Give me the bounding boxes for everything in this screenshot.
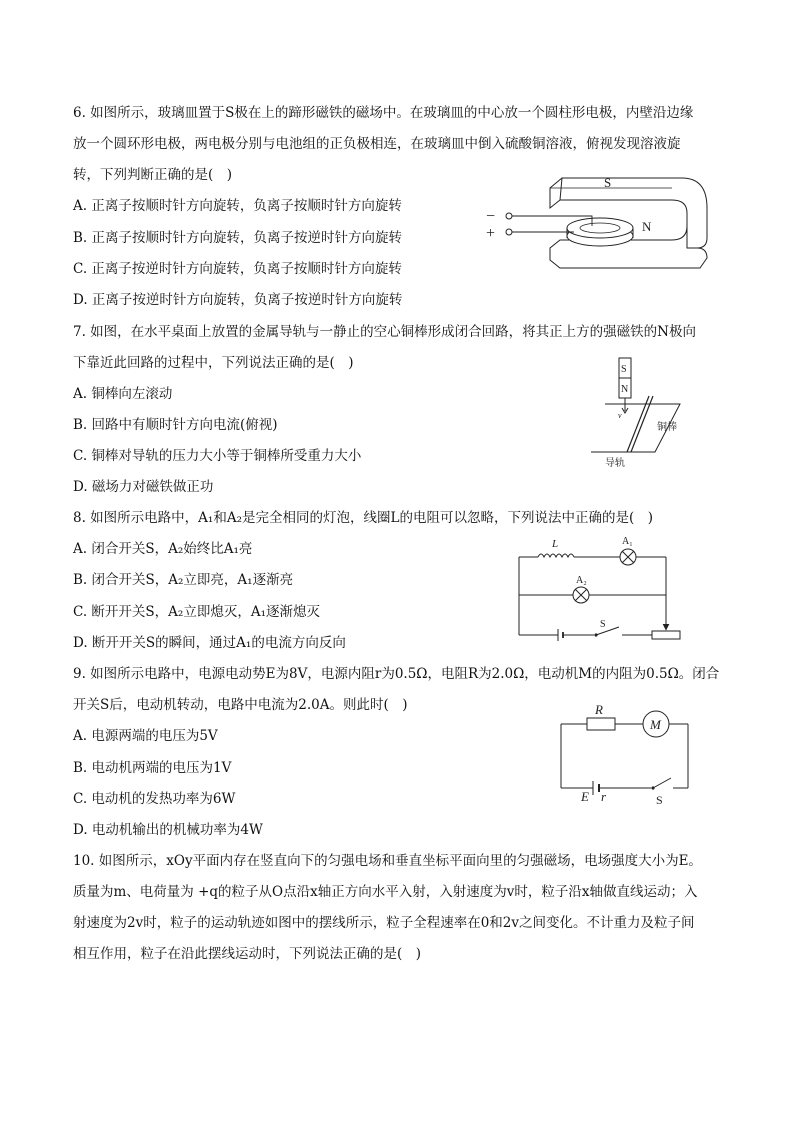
q9-option-a: A. 电源两端的电压为5V <box>73 728 218 744</box>
q6-stem-line-1: 6. 如图所示，玻璃皿置于S极在上的蹄形磁铁的磁场中。在玻璃皿的中心放一个圆柱形电极，内壁沿边缘 <box>73 105 694 121</box>
q6-n-pole-label: N <box>642 219 652 234</box>
q7-stem-line-1: 7. 如图，在水平桌面上放置的金属导轨与一静止的空心铜棒形成闭合回路，将其正上方的强磁铁的N极向 <box>73 324 696 340</box>
q8-option-d: D. 断开开关S的瞬间，通过A₁的电流方向反向 <box>73 635 346 651</box>
q9-internal-resistance-label: r <box>601 789 607 804</box>
q6-s-pole-label: S <box>604 175 612 190</box>
q10-stem-line-2: 质量为m、电荷量为 +q的粒子从O点沿x轴正方向水平入射，入射速度为v时，粒子沿x轴做直线运动；入 <box>73 884 698 900</box>
q9-option-b: B. 电动机两端的电压为1V <box>73 760 232 776</box>
q9-motor-label: M <box>650 717 661 732</box>
q6-option-b: B. 正离子按顺时针方向旋转，负离子按逆时针方向旋转 <box>73 230 403 246</box>
q9-stem-line-1: 9. 如图所示电路中，电源电动势E为8V，电源内阻r为0.5Ω，电阻R为2.0Ω，电动机M的内阻为0.5Ω。闭合 <box>73 666 720 682</box>
q10-stem-line-3: 射速度为2v时，粒子的运动轨迹如图中的摆线所示，粒子全程速率在0和2v之间变化。不计重力及粒子间 <box>73 915 695 931</box>
q7-option-a: A. 铜棒向左滚动 <box>73 386 173 402</box>
q7-option-d: D. 磁场力对磁铁做正功 <box>73 479 214 495</box>
q8-option-c: C. 断开开关S，A₂立即熄灭，A₁逐渐熄灭 <box>73 604 321 620</box>
q6-stem-line-3: 转，下列判断正确的是( ) <box>73 167 233 183</box>
q8-stem-line-1: 8. 如图所示电路中，A₁和A₂是完全相同的灯泡，线圈L的电阻可以忽略，下列说法中正确的是( ) <box>73 510 653 526</box>
q7-velocity-label: v <box>618 411 622 420</box>
q7-magnet-n-label: N <box>621 384 629 395</box>
q8-option-b: B. 闭合开关S，A₂立即亮，A₁逐渐亮 <box>73 572 294 588</box>
q9-resistor-label: R <box>595 702 603 717</box>
q6-figure-magnet <box>482 168 714 278</box>
q6-plus-label: + <box>486 225 496 242</box>
q6-option-c: C. 正离子按逆时针方向旋转，负离子按顺时针方向旋转 <box>73 261 402 277</box>
q6-minus-label: − <box>486 208 496 225</box>
q6-stem-line-2: 放一个圆环形电极，两电极分别与电池组的正负极相连，在玻璃皿中倒入硫酸铜溶液，俯视发现溶液旋 <box>73 136 681 152</box>
q9-option-c: C. 电动机的发热功率为6W <box>73 791 236 807</box>
q6-option-d: D. 正离子按逆时针方向旋转，负离子按逆时针方向旋转 <box>73 292 403 308</box>
q8-lamp-a2-label: A₂ <box>576 575 587 586</box>
q10-stem-line-1: 10. 如图所示，xOy平面内存在竖直向下的匀强电场和垂直坐标平面向里的匀强磁场，电场强度大小为E。 <box>73 853 702 869</box>
q7-stem-line-2: 下靠近此回路的过程中，下列说法正确的是( ) <box>73 355 354 371</box>
q8-inductor-label: L <box>552 538 559 550</box>
q7-option-c: C. 铜棒对导轨的压力大小等于铜棒所受重力大小 <box>73 448 362 464</box>
q9-figure-circuit <box>555 700 695 808</box>
q6-option-a: A. 正离子按顺时针方向旋转，负离子按顺时针方向旋转 <box>73 198 402 214</box>
q8-switch-label: S <box>600 619 606 630</box>
q9-switch-label: S <box>656 793 663 807</box>
q8-lamp-a1-label: A₁ <box>622 536 633 547</box>
q8-figure-circuit <box>514 535 684 643</box>
q7-rail-label: 导轨 <box>605 458 625 469</box>
q9-stem-line-2: 开关S后，电动机转动，电路中电流为2.0A。则此时( ) <box>73 697 408 713</box>
q7-rod-label: 铜棒 <box>657 422 677 433</box>
q8-option-a: A. 闭合开关S，A₂始终比A₁亮 <box>73 541 253 557</box>
q9-option-d: D. 电动机输出的机械功率为4W <box>73 822 263 838</box>
q7-figure-rail <box>585 356 695 471</box>
q9-emf-label: E <box>581 789 589 804</box>
q10-stem-line-4: 相互作用，粒子在沿此摆线运动时，下列说法正确的是( ) <box>73 946 422 962</box>
q7-option-b: B. 回路中有顺时针方向电流(俯视) <box>73 417 278 433</box>
q7-magnet-s-label: S <box>621 364 627 375</box>
